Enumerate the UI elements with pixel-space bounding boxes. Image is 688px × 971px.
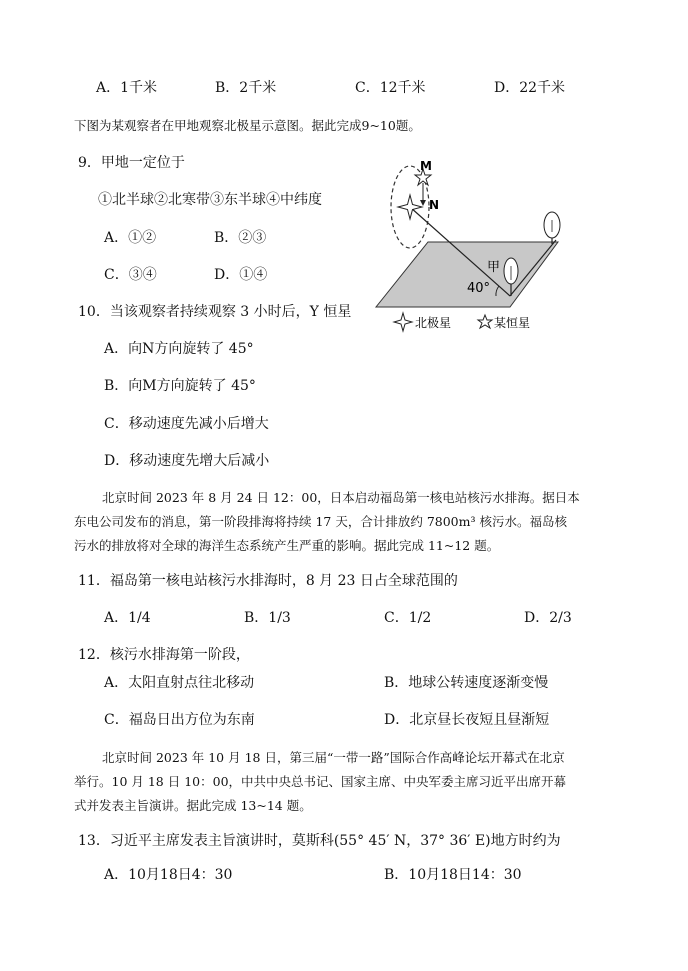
q10-stem: 10．当该观察者持续观察 3 小时后，Y 恒星 <box>78 304 352 320</box>
q10-option-d: D．移动速度先增大后减小 <box>104 453 270 469</box>
q9-option-b: B．②③ <box>214 230 267 246</box>
passage-11-12-line1: 北京时间 2023 年 8 月 24 日 12：00，日本启动福岛第一核电站核污水排海。据日本 <box>102 490 580 505</box>
passage-13-14-line2: 举行。10 月 18 日 10：00，中共中央总书记、国家主席、中央军委主席习近平出席开幕 <box>74 774 567 789</box>
q9-stem: 9．甲地一定位于 <box>78 155 185 171</box>
passage-11-12-line3: 污水的排放将对全球的海洋生态系统产生严重的影响。据此完成 11~12 题。 <box>74 538 500 553</box>
n-arrow-head <box>420 200 426 206</box>
q13-option-b: B．10月18日14：30 <box>384 867 522 883</box>
q9-option-a: A．①② <box>104 230 157 246</box>
q8-option-c: C．12千米 <box>355 80 426 96</box>
q10-option-c: C．移动速度先减小后增大 <box>104 416 269 432</box>
ground-plane <box>376 242 558 307</box>
q9-items: ①北半球②北寒带③东半球④中纬度 <box>98 192 322 208</box>
polaris-observation-figure <box>370 150 570 335</box>
q11-option-a: A．1/4 <box>104 610 151 626</box>
q9-option-d: D．①④ <box>214 267 268 283</box>
label-angle: 40° <box>467 281 491 296</box>
q11-option-d: D．2/3 <box>524 610 572 626</box>
q9-option-c: C．③④ <box>104 267 157 283</box>
q8-option-a: A．1千米 <box>96 80 158 96</box>
q12-option-c: C．福岛日出方位为东南 <box>104 712 255 728</box>
passage-11-12-line2: 东电公司发布的消息，第一阶段排海将持续 17 天，合计排放约 7800m³ 核污水。福岛核 <box>74 514 567 529</box>
q13-stem: 13．习近平主席发表主旨演讲时，莫斯科(55° 45′ N，37° 36′ E)地方时约为 <box>78 833 561 849</box>
polaris-icon <box>398 195 422 219</box>
legend-polaris-icon <box>394 313 412 331</box>
q11-option-c: C．1/2 <box>384 610 432 626</box>
q12-option-b: B．地球公转速度逐渐变慢 <box>384 675 549 691</box>
q10-option-a: A．向N方向旋转了 45° <box>104 341 254 357</box>
passage-13-14-line1: 北京时间 2023 年 10 月 18 日，第三届“一带一路”国际合作高峰论坛开幕式在北京 <box>102 750 565 765</box>
intro-9-10: 下图为某观察者在甲地观察北极星示意图。据此完成9~10题。 <box>74 118 421 133</box>
q8-option-d: D．22千米 <box>494 80 566 96</box>
legend-star-label: 某恒星 <box>494 316 531 330</box>
q12-option-a: A．太阳直射点往北移动 <box>104 675 255 691</box>
q11-option-b: B．1/3 <box>244 610 291 626</box>
legend-star-icon <box>478 315 492 328</box>
q12-stem: 12．核污水排海第一阶段， <box>78 647 250 663</box>
q10-option-b: B．向M方向旋转了 45° <box>104 378 256 394</box>
label-n: N <box>429 198 440 212</box>
legend-polaris-label: 北极星 <box>415 316 452 330</box>
label-jia: 甲 <box>487 260 501 275</box>
q13-option-a: A．10月18日4：30 <box>104 867 233 883</box>
q11-stem: 11．福岛第一核电站核污水排海时，8 月 23 日占全球范围的 <box>78 573 458 589</box>
q12-option-d: D．北京昼长夜短且昼渐短 <box>384 712 550 728</box>
q8-option-b: B．2千米 <box>215 80 277 96</box>
label-m: M <box>420 159 432 173</box>
passage-13-14-line3: 式并发表主旨演讲。据此完成 13~14 题。 <box>74 798 312 813</box>
